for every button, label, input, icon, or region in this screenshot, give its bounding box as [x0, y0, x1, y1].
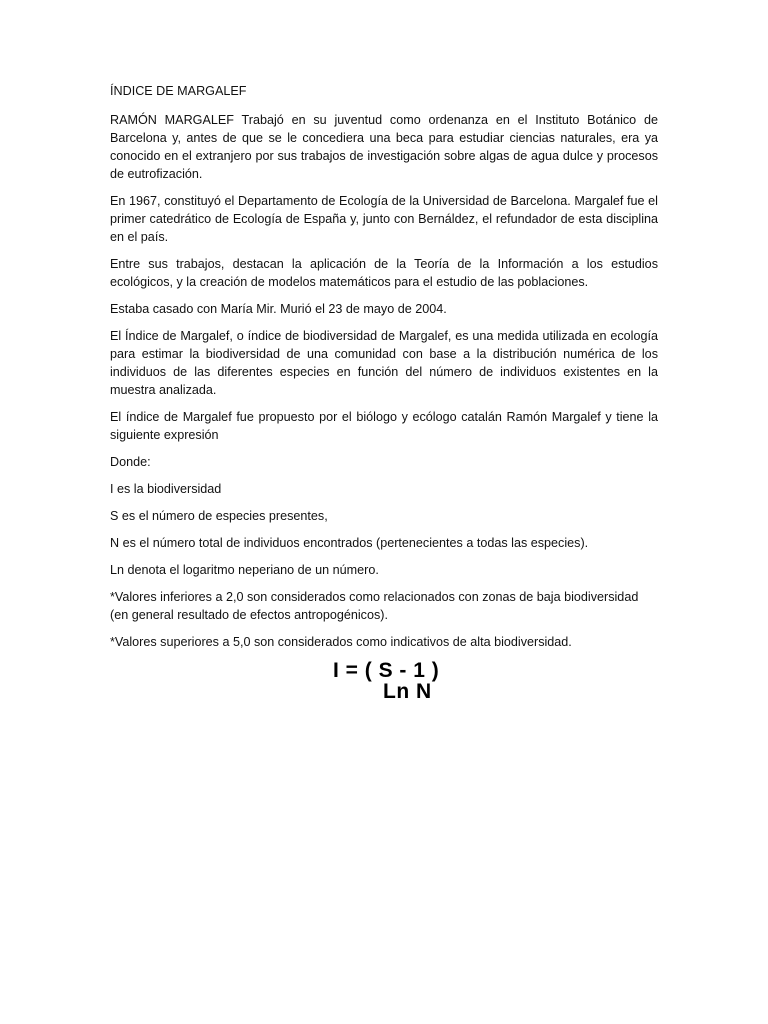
paragraph-department: En 1967, constituyó el Departamento de Ecología de la Universidad de Barcelona. Margalef fue el primer catedrático de Ecología de España y, junto con Bernáldez, el refundador de esta disciplina en el país. — [110, 194, 658, 244]
definition-header: Donde: — [110, 455, 151, 469]
definition-ln: Ln denota el logaritmo neperiano de un número. — [110, 563, 379, 577]
document-body — [110, 82, 658, 660]
note-low-values: *Valores inferiores a 2,0 son considerados como relacionados con zonas de baja biodiversidad (en general resultado de efectos antropogénicos). — [110, 590, 639, 622]
note-high-values: *Valores superiores a 5,0 son considerados como indicativos de alta biodiversidad. — [110, 635, 572, 649]
paragraph-personal: Estaba casado con María Mir. Murió el 23 de mayo de 2004. — [110, 302, 447, 316]
definition-s: S es el número de especies presentes, — [110, 509, 328, 523]
paragraph-biography: RAMÓN MARGALEF Trabajó en su juventud como ordenanza en el Instituto Botánico de Barcelona y, antes de que se le concediera una beca para estudiar ciencias naturales, era ya conocido en el extranjero por sus trabajos de investigación sobre algas de agua dulce y procesos de eutrofización. — [110, 113, 658, 181]
document-title: ÍNDICE DE MARGALEF — [110, 84, 247, 98]
margalef-formula — [333, 660, 439, 702]
definition-i: I es la biodiversidad — [110, 482, 222, 496]
paragraph-index-expression: El índice de Margalef fue propuesto por el biólogo y ecólogo catalán Ramón Margalef y tiene la siguiente expresión — [110, 410, 658, 442]
formula-numerator: I = ( S - 1 ) — [333, 659, 440, 682]
paragraph-works: Entre sus trabajos, destacan la aplicación de la Teoría de la Información a los estudios ecológicos, y la creación de modelos matemáticos para el estudio de las poblaciones. — [110, 257, 658, 289]
definition-n: N es el número total de individuos encontrados (pertenecientes a todas las especies). — [110, 536, 589, 550]
paragraph-index-definition: El Índice de Margalef, o índice de biodiversidad de Margalef, es una medida utilizada en ecología para estimar la biodiversidad de una comunidad con base a la distribución numérica de los individuos de las diferentes especies en función del número de individuos existentes en la muestra analizada. — [110, 329, 658, 397]
formula-denominator: Ln N — [383, 680, 432, 703]
